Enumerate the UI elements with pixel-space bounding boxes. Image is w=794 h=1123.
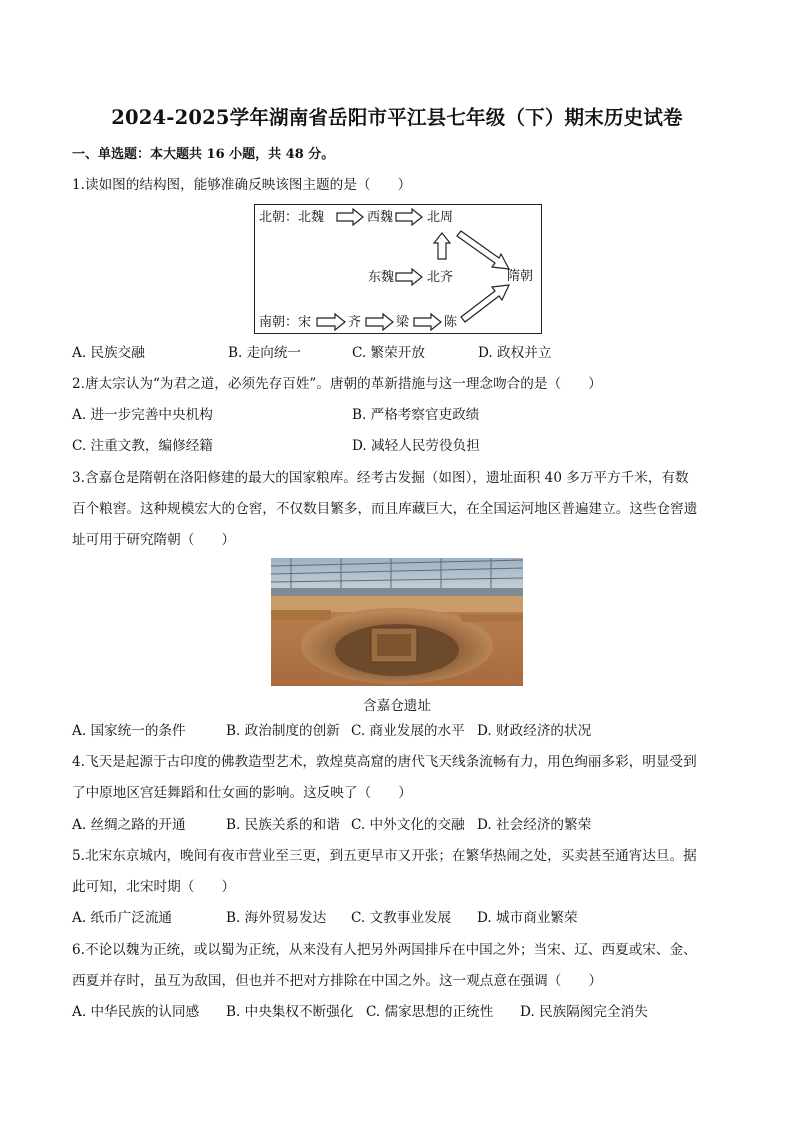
q5-option-b[interactable]: B. 海外贸易发达	[226, 910, 327, 926]
q3-option-a[interactable]: A. 国家统一的条件	[72, 723, 186, 739]
arrow-dongwei-beiqi	[396, 269, 422, 285]
granary-photo-illustration	[271, 558, 523, 686]
q3-stem-line-1: 3.含嘉仓是隋朝在洛阳修建的最大的国家粮库。经考古发掘（如图），遗址面积 40 多万平方千米，有数	[72, 470, 689, 486]
q6-stem-line-2: 西夏并存时，虽互为敌国，但也并不把对方排除在中国之外。这一观点意在强调（ ）	[72, 973, 603, 989]
section-heading: 一、单选题：本大题共 16 小题，共 48 分。	[72, 147, 335, 162]
q3-option-d[interactable]: D. 财政经济的状况	[477, 723, 592, 739]
diagram-liang: 梁	[396, 315, 410, 330]
q4-option-c[interactable]: C. 中外文化的交融	[351, 817, 465, 833]
photo-caption: 含嘉仓遗址	[363, 698, 431, 714]
arrow-liang-chen	[414, 314, 441, 330]
arrow-xiwei-beizhou	[396, 209, 422, 225]
q1-option-a[interactable]: A. 民族交融	[72, 345, 145, 361]
arrow-beiwei-xiwei	[337, 209, 363, 225]
diagram-dongwei: 东魏	[368, 270, 395, 285]
q3-option-b[interactable]: B. 政治制度的创新	[226, 723, 340, 739]
q2-option-a[interactable]: A. 进一步完善中央机构	[72, 407, 213, 423]
arrow-song-qi	[317, 314, 345, 330]
q5-option-a[interactable]: A. 纸币广泛流通	[72, 910, 173, 926]
page-title: 2024-2025学年湖南省岳阳市平江县七年级（下）期末历史试卷	[111, 106, 683, 129]
q3-stem-line-2: 百个粮窖。这种规模宏大的仓窖，不仅数目繁多，而且库藏巨大，在全国运河地区普遍建立。这些仓窖遗	[72, 501, 698, 517]
diagram-chen: 陈	[444, 315, 458, 330]
q4-option-d[interactable]: D. 社会经济的繁荣	[477, 817, 592, 833]
q2-option-d[interactable]: D. 减轻人民劳役负担	[352, 438, 480, 454]
arrow-qi-liang	[366, 314, 393, 330]
q1-structure-diagram	[254, 204, 542, 334]
q3-stem-line-3: 址可用于研究隋朝（ ）	[72, 532, 236, 548]
q4-stem-line-1: 4.飞天是起源于古印度的佛教造型艺术，敦煌莫高窟的唐代飞天线条流畅有力，用色绚丽多彩，明显受到	[72, 754, 697, 770]
q6-option-a[interactable]: A. 中华民族的认同感	[72, 1004, 200, 1020]
q2-option-b[interactable]: B. 严格考察官吏政绩	[352, 407, 480, 423]
q5-option-d[interactable]: D. 城市商业繁荣	[477, 910, 578, 926]
hanjia-granary-photo	[271, 558, 523, 686]
q4-stem-line-2: 了中原地区宫廷舞蹈和仕女画的影响。这反映了（ ）	[72, 785, 412, 801]
q5-stem-line-2: 此可知，北宋时期（ ）	[72, 879, 236, 895]
diagram-xiwei: 西魏	[367, 210, 394, 225]
q1-stem: 1.读如图的结构图，能够准确反映该图主题的是（ ）	[72, 177, 412, 193]
arrow-chen-sui	[461, 285, 509, 322]
q2-option-c[interactable]: C. 注重文教，编修经籍	[72, 438, 213, 454]
q5-stem-line-1: 5.北宋东京城内，晚间有夜市营业至三更，到五更早市又开张；在繁华热闹之处，买卖甚至通宵达旦。据	[72, 848, 697, 864]
diagram-qi: 齐	[348, 315, 362, 330]
diagram-sui: 隋朝	[507, 269, 534, 284]
q1-option-b[interactable]: B. 走向统一	[228, 345, 302, 361]
diagram-south-label: 南朝：宋	[259, 315, 312, 330]
q1-option-d[interactable]: D. 政权并立	[478, 345, 552, 361]
diagram-beiqi: 北齐	[427, 270, 454, 285]
q5-option-c[interactable]: C. 文教事业发展	[351, 910, 452, 926]
diagram-north-label: 北朝：北魏	[259, 210, 325, 225]
q4-option-a[interactable]: A. 丝绸之路的开通	[72, 817, 186, 833]
q4-option-b[interactable]: B. 民族关系的和谐	[226, 817, 340, 833]
q6-option-c[interactable]: C. 儒家思想的正统性	[366, 1004, 494, 1020]
q6-stem-line-1: 6.不论以魏为正统，或以蜀为正统，从来没有人把另外两国排斥在中国之外；当宋、辽、西夏或宋、金、	[72, 942, 697, 958]
q3-option-c[interactable]: C. 商业发展的水平	[351, 723, 465, 739]
q1-option-c[interactable]: C. 繁荣开放	[352, 345, 425, 361]
q2-stem: 2.唐太宗认为“为君之道，必须先存百姓”。唐朝的革新措施与这一理念吻合的是（ ）	[72, 376, 602, 392]
arrow-beiqi-beizhou	[434, 233, 450, 259]
q6-option-d[interactable]: D. 民族隔阂完全消失	[520, 1004, 648, 1020]
arrow-beizhou-sui	[457, 231, 509, 269]
diagram-beizhou: 北周	[427, 210, 454, 225]
q6-option-b[interactable]: B. 中央集权不断强化	[226, 1004, 354, 1020]
